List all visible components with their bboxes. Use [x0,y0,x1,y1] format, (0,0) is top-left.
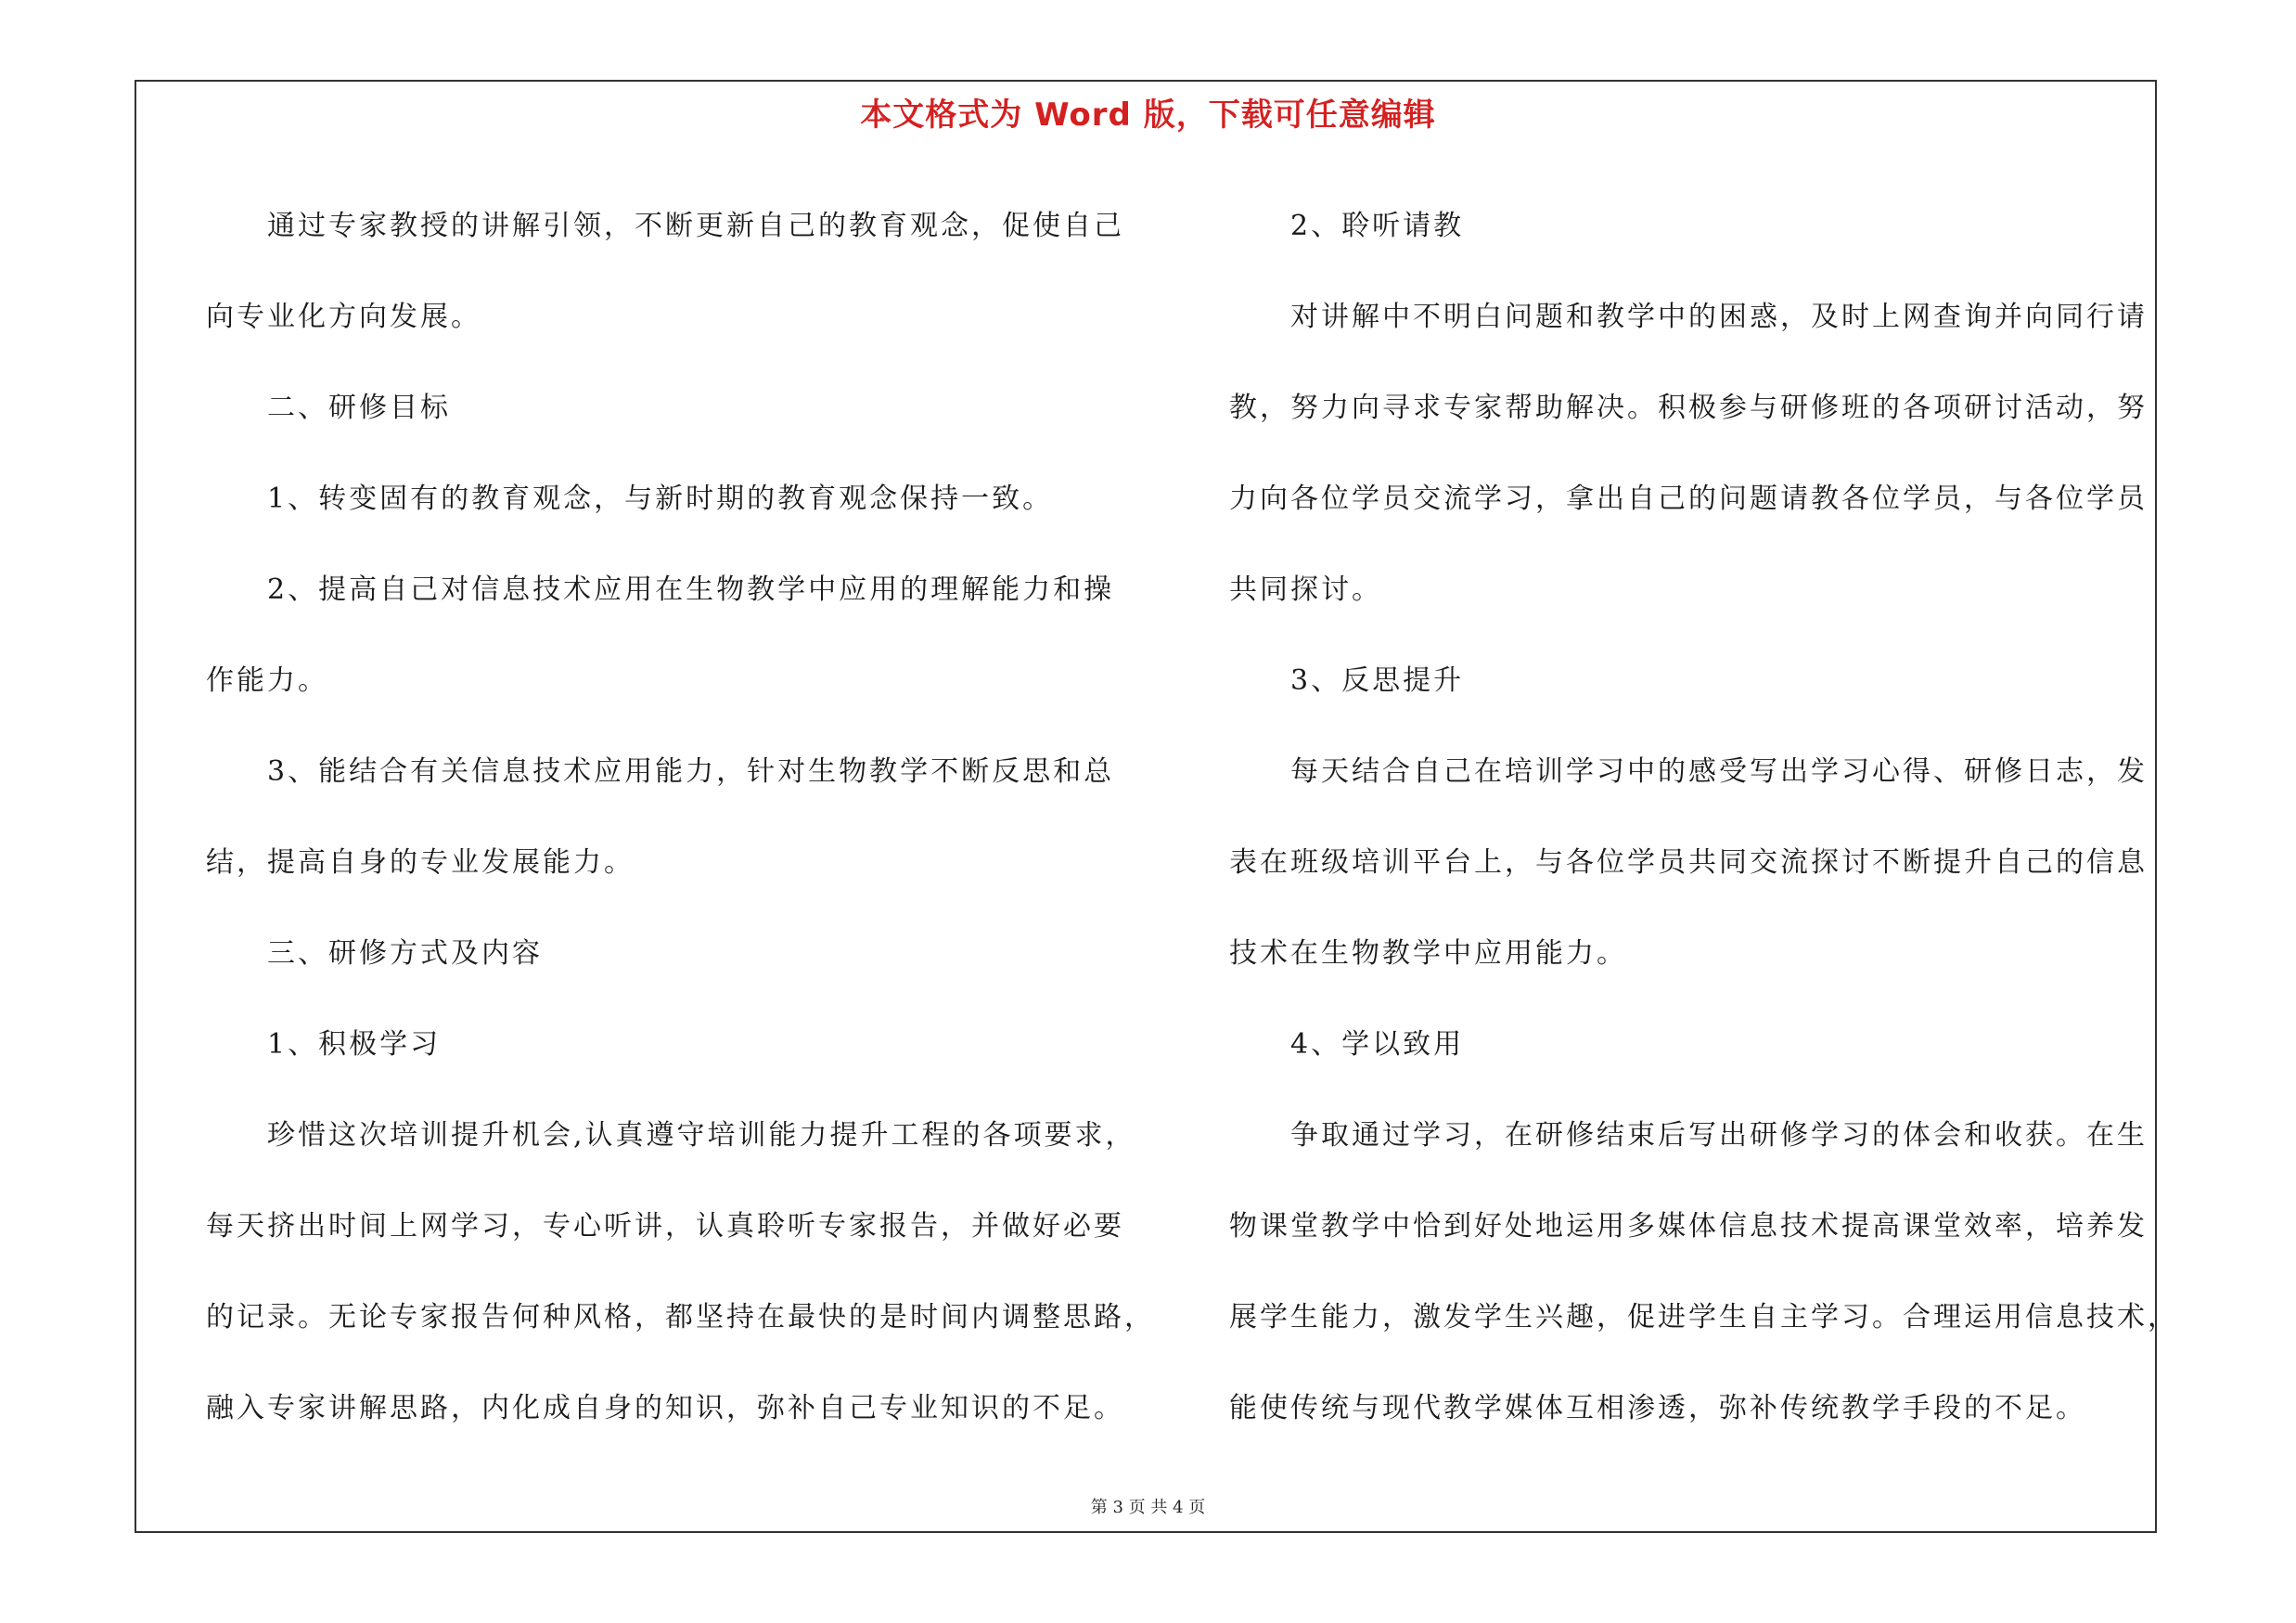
paragraph-line: 对讲解中不明白问题和教学中的困惑，及时上网查询并向同行请 [1290,301,2148,333]
paragraph-line: 技术在生物教学中应用能力。 [1229,937,1627,970]
paragraph-line: 作能力。 [206,664,328,697]
paragraph-line: 争取通过学习，在研修结束后写出研修学习的体会和收获。在生 [1290,1119,2148,1152]
paragraph-line: 结，提高自身的专业发展能力。 [206,846,635,879]
page-number: 第 3 页 共 4 页 [1090,1498,1206,1517]
paragraph-line: 通过专家教授的讲解引领，不断更新自己的教育观念，促使自己 [267,210,1124,242]
paragraph-line: 展学生能力，激发学生兴趣，促进学生自主学习。合理运用信息技术， [1229,1301,2178,1333]
section-heading: 二、研修目标 [267,392,451,424]
paragraph-line: 每天挤出时间上网学习，专心听讲，认真聆听专家报告，并做好必要 [206,1210,1124,1243]
subsection-heading: 4、学以致用 [1290,1028,1465,1061]
paragraph-line: 教，努力向寻求专家帮助解决。积极参与研修班的各项研讨活动，努 [1229,392,2148,424]
paragraph-line: 力向各位学员交流学习，拿出自己的问题请教各位学员，与各位学员 [1229,483,2148,515]
paragraph-line: 珍惜这次培训提升机会,认真遵守培训能力提升工程的各项要求， [267,1119,1136,1152]
format-banner: 本文格式为 Word 版，下载可任意编辑 [860,97,1436,134]
section-heading: 三、研修方式及内容 [267,937,543,970]
left-column [206,181,1155,1454]
paragraph-line: 向专业化方向发展。 [206,301,481,333]
paragraph-line: 每天结合自己在培训学习中的感受写出学习心得、研修日志，发 [1290,755,2148,788]
paragraph-line: 融入专家讲解思路，内化成自身的知识，弥补自己专业知识的不足。 [206,1392,1124,1424]
right-column [1229,181,2178,1454]
paragraph-line: 能使传统与现代教学媒体互相渗透，弥补传统教学手段的不足。 [1229,1392,2086,1424]
subsection-heading: 3、反思提升 [1290,664,1465,697]
paragraph-line: 表在班级培训平台上，与各位学员共同交流探讨不断提升自己的信息 [1229,846,2148,879]
subsection-heading: 2、聆听请教 [1290,210,1465,242]
paragraph-line: 的记录。无论专家报告何种风格，都坚持在最快的是时间内调整思路， [206,1301,1155,1333]
paragraph-line: 物课堂教学中恰到好处地运用多媒体信息技术提高课堂效率，培养发 [1229,1210,2148,1243]
list-item: 1、转变固有的教育观念，与新时期的教育观念保持一致。 [267,483,1054,515]
paragraph-line: 共同探讨。 [1229,573,1382,606]
list-item: 2、提高自己对信息技术应用在生物教学中应用的理解能力和操 [267,573,1115,606]
list-item: 3、能结合有关信息技术应用能力，针对生物教学不断反思和总 [267,755,1115,788]
subsection-heading: 1、积极学习 [267,1028,442,1061]
